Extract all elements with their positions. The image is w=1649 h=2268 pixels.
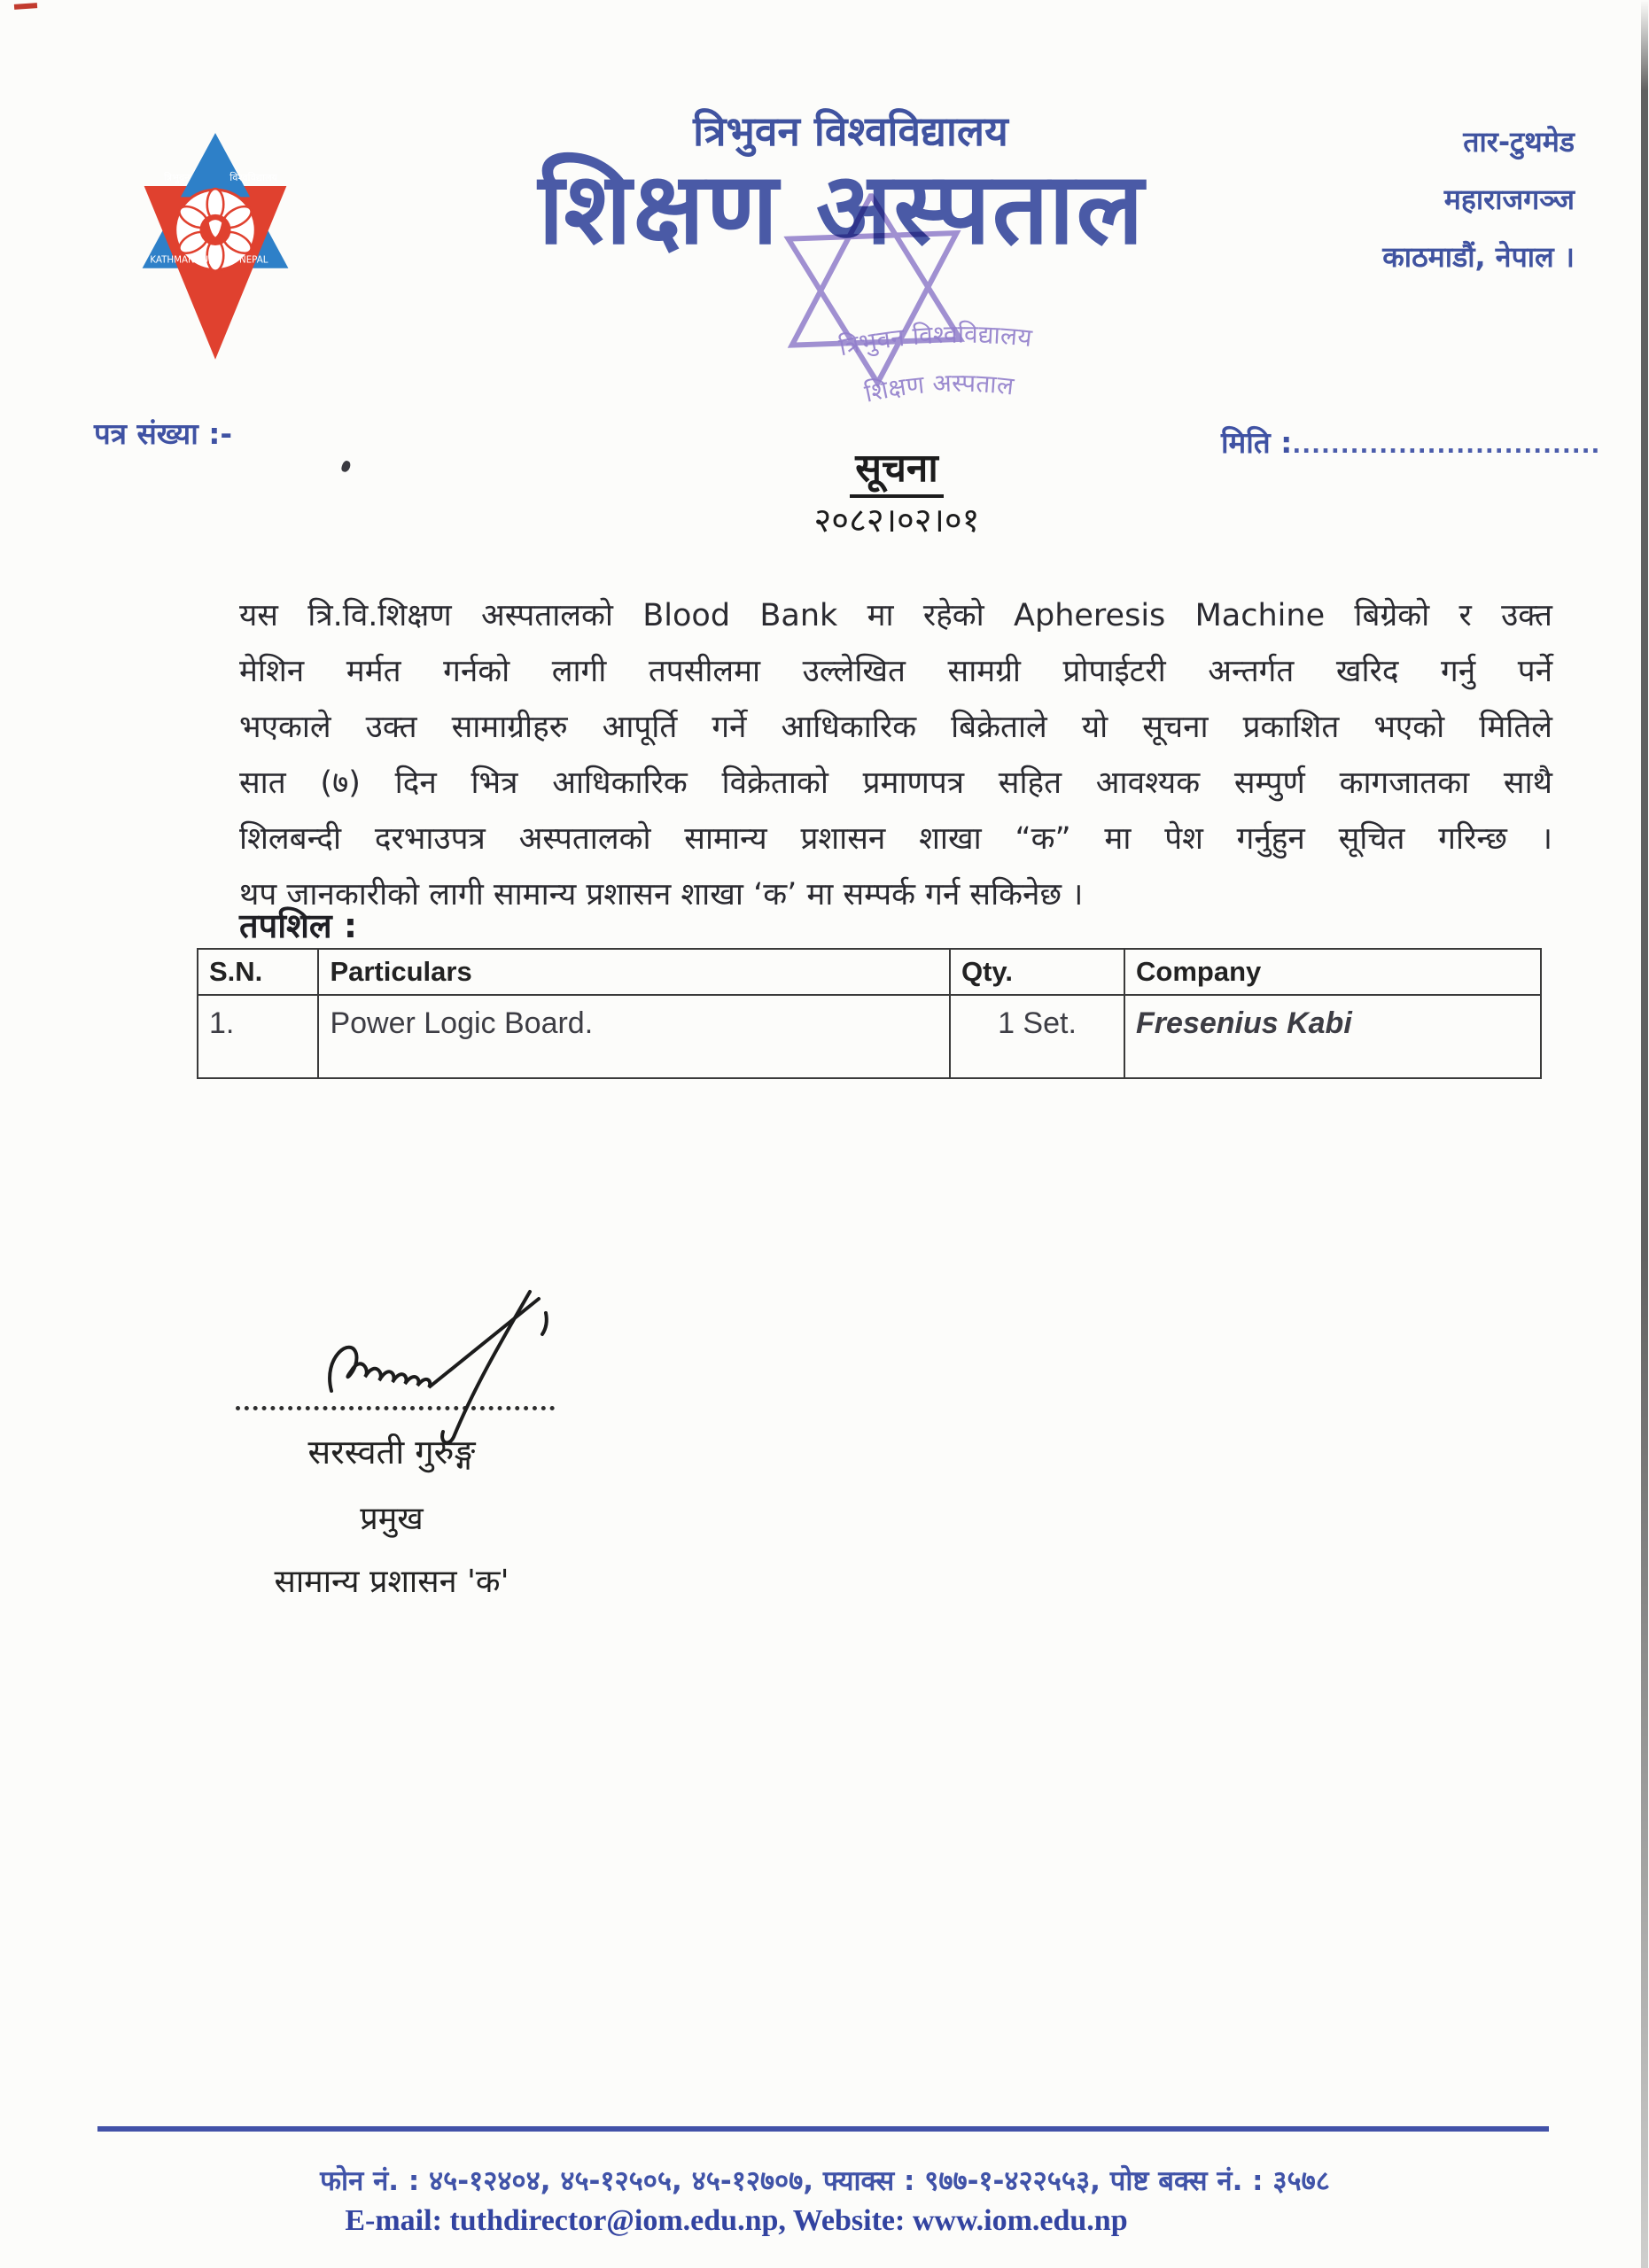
signatory-name: सरस्वती गुरुङ्ग [307, 1433, 476, 1472]
cell-qty: 1 Set. [950, 995, 1124, 1078]
rubber-stamp [720, 184, 1146, 459]
body-line: मेशिन मर्मत गर्नको लागी तपसीलमा उल्लेखित सामग्री प्रोपाईटरी अन्तर्गत खरिद गर्नु पर्ने [239, 654, 1552, 689]
stamp-star-icon [787, 192, 961, 386]
address-line-kathmandu: काठमाडौं, नेपाल । [1382, 240, 1575, 274]
footer-phone-line: फोन नं. : ४५-१२४०४, ४५-१२५०५, ४५-१२७०७, फ्याक्स : ९७७-१-४२२५५३, पोष्ट बक्स नं. : ३५७८ [320, 2165, 1330, 2197]
column-header-company: Company [1124, 949, 1541, 995]
footer-email-line: E-mail: tuthdirector@iom.edu.np, Website: www.iom.edu.np [345, 2204, 1128, 2237]
university-name: त्रिभुवन विश्वविद्यालय [693, 107, 1008, 155]
address-line-telegraph: तार-टुथमेड [1463, 125, 1575, 159]
body-line: यस त्रि.वि.शिक्षण अस्पतालको Blood Bank मा रहेको Apheresis Machine बिग्रेको र उक्त [239, 598, 1552, 633]
red-ink-speck [14, 3, 37, 10]
signature-ink [307, 1286, 590, 1449]
stamp-text-university: त्रिभुवन विश्वविद्यालय [836, 319, 1034, 362]
signatory-block [197, 1428, 587, 1602]
cell-particulars: Power Logic Board. [318, 995, 950, 1078]
hospital-name-title: शिक्षण अस्पताल [538, 151, 1146, 267]
stamp-text-hospital: शिक्षण अस्पताल [861, 368, 1015, 408]
notice-date: २०८२।०२।०१ [813, 501, 980, 540]
notice-body [239, 588, 1552, 923]
date-dotted-line: ................................ [1292, 432, 1601, 459]
emblem-band-right-label: विश्वविद्यालय [229, 170, 278, 183]
address-line-maharajgunj: महाराजगञ्ज [1443, 183, 1575, 216]
cell-company: Fresenius Kabi [1124, 995, 1541, 1078]
date-label: मिति : [1221, 425, 1293, 460]
table-header-row [198, 949, 1541, 995]
signatory-department: सामान्य प्रशासन 'क' [274, 1564, 509, 1600]
ink-speck [340, 460, 352, 473]
scan-edge-shadow [1641, 0, 1648, 2268]
column-header-sn: S.N. [198, 949, 318, 995]
letter-number-label: पत्र संख्या :- [94, 416, 233, 451]
column-header-particulars: Particulars [318, 949, 950, 995]
emblem-nepal-label: NEPAL [239, 254, 268, 266]
date-field [1221, 422, 1601, 462]
notice-heading: सूचना [799, 439, 994, 493]
cell-sn: 1. [198, 995, 318, 1078]
svg-text:त्रिभुवन विश्वविद्यालय [836, 316, 1036, 361]
body-line: शिलबन्दी दरभाउपत्र अस्पतालको सामान्य प्रशासन शाखा “क” मा पेश गर्नुहुन सूचित गरिन्छ । [239, 821, 1552, 857]
body-line: भएकाले उक्त सामाग्रीहरु आपूर्ति गर्ने आधिकारिक बिक्रेताले यो सूचना प्रकाशित भएको मितिले [239, 710, 1552, 745]
column-header-qty: Qty. [950, 949, 1124, 995]
emblem-band-left-label: त्रिभुवन [163, 170, 191, 183]
body-line: सात (७) दिन भित्र आधिकारिक विक्रेताको प्रमाणपत्र सहित आवश्यक सम्पुर्ण कागजातका साथै [239, 765, 1552, 801]
emblem-kathmandu-label: KATHMANDU, [150, 254, 212, 266]
details-label: तपशिल : [239, 906, 358, 945]
table-row [198, 995, 1541, 1078]
body-line: थप जानकारीको लागी सामान्य प्रशासन शाखा ‘क’ मा सम्पर्क गर्न सकिनेछ । [239, 877, 1084, 913]
signatory-title: प्रमुख [360, 1501, 424, 1537]
footer-divider [97, 2126, 1549, 2132]
address-block [1273, 113, 1575, 286]
items-table [197, 948, 1542, 1079]
